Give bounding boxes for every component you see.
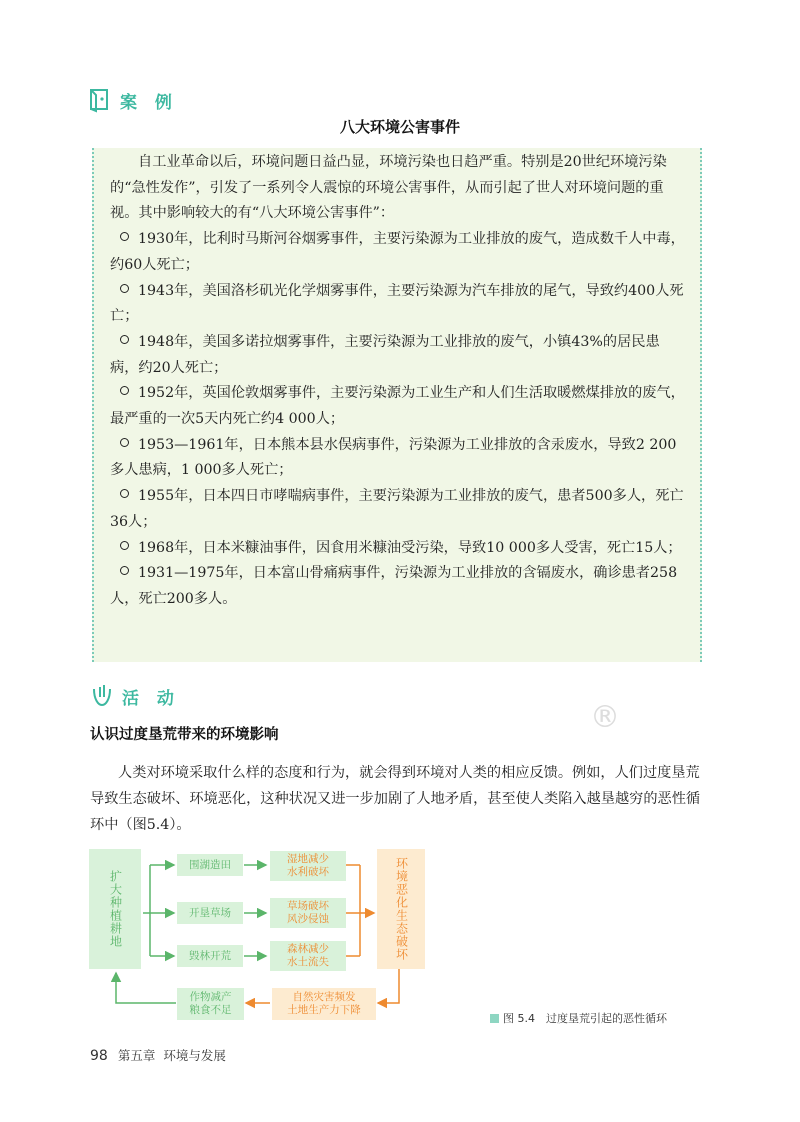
case-intro: 自工业革命以后，环境问题日益凸显，环境污染也日趋严重。特别是20世纪环境污染的“急性发作”，引发了一系列令人震惊的环境公害事件，从而引起了世人对环境问题的重视。其中影响较大的有“八大环境公害事件”： [110,154,667,222]
caption-marker-icon [490,1014,499,1023]
bullet-icon [120,335,129,344]
result-box: 环境恶化生态破坏 [377,849,425,969]
event-item: 1968年，日本米糠油事件，因食用米糠油受污染，导致10 000多人受害，死亡15人； [110,536,688,562]
figure-caption: 图 5.4 过度垦荒引起的恶性循环 [490,1010,667,1026]
bullet-icon [120,232,129,241]
chapter-title: 环境与发展 [163,1048,226,1063]
case-label: 案 例 [120,92,178,113]
chapter-label: 第五章 [117,1048,156,1063]
start-box: 扩大种植耕地 [89,849,141,969]
bullet-icon [120,284,129,293]
page-footer [90,1046,226,1064]
bullet-icon [120,438,129,447]
book-icon [88,87,112,113]
event-item: 1953—1961年，日本熊本县水俣病事件，污染源为工业排放的含汞废水，导致2 200多人患病，1 000多人死亡； [110,436,677,479]
case-text [110,150,688,613]
activity-section-header [90,682,180,710]
action-box: 开垦草场 [177,902,243,924]
event-item: 1948年，美国多诺拉烟雾事件，主要污染源为工业排放的废气，小镇43%的居民患病，约20人死亡； [110,333,660,376]
activity-label: 活 动 [122,688,180,709]
effect-box: 湿地减少 水利破坏 [270,851,346,881]
bullet-icon [120,541,129,550]
bullet-icon [120,566,129,575]
event-item: 1952年，英国伦敦烟雾事件，主要污染源为工业生产和人们生活取暖燃煤排放的废气，最严重的一次5天内死亡约4 000人； [110,385,685,428]
vicious-cycle-diagram [86,845,432,1027]
bullet-icon [120,386,129,395]
page-number: 98 [90,1048,108,1064]
event-item: 1955年，日本四日市哮喘病事件，主要污染源为工业排放的废气，患者500多人，死亡36人； [110,488,684,530]
event-item: 1930年，比利时马斯河谷烟雾事件，主要污染源为工业排放的废气，造成数千人中毒，约60人死亡； [110,231,685,273]
activity-icon [90,683,114,709]
outcome-box: 作物减产 粮食不足 [177,988,244,1020]
case-title: 八大环境公害事件 [339,118,460,136]
activity-body: 人类对环境采取什么样的态度和行为，就会得到环境对人类的相应反馈。例如，人们过度垦荒导致生态破坏、环境恶化，这种状况又进一步加剧了人地矛盾，甚至使人类陷入越垦越穷的恶性循环中（图5.4）。 [90,765,701,833]
consequence-box: 自然灾害频发 土地生产力下降 [272,988,376,1020]
watermark-registered: ® [590,700,620,735]
event-item: 1943年，美国洛杉矶光化学烟雾事件，主要污染源为汽车排放的尾气，导致约400人死亡； [110,282,684,325]
effect-box: 草场破坏 风沙侵蚀 [270,898,346,928]
case-section-header [88,86,178,114]
action-box: 毁林开荒 [177,945,243,967]
action-box: 围湖造田 [177,854,243,876]
event-item: 1931—1975年，日本富山骨痛病事件，污染源为工业排放的含镉废水，确诊患者258人，死亡200多人。 [110,565,678,607]
activity-subtitle: 认识过度垦荒带来的环境影响 [90,727,279,743]
bullet-icon [120,489,129,498]
effect-box: 森林减少 水土流失 [270,941,346,971]
